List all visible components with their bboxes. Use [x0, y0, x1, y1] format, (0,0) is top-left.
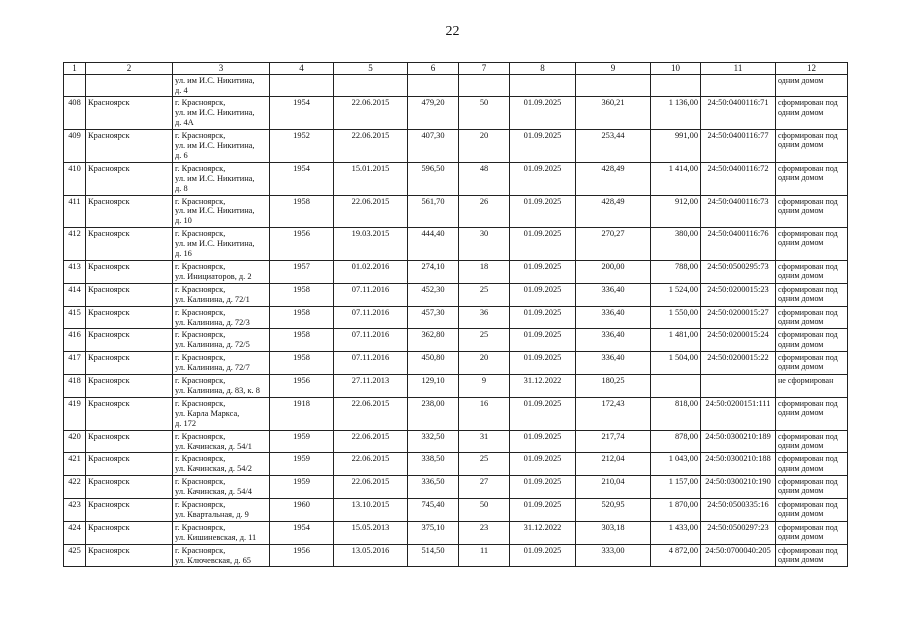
address	[173, 375, 270, 398]
land-status: сформирован под одним домом	[776, 306, 848, 329]
area: 514,50	[408, 544, 459, 567]
planned-date: 01.09.2025	[510, 162, 576, 195]
survey-date: 22.06.2015	[334, 430, 408, 453]
land-status: не сформирован	[776, 375, 848, 398]
year-built: 1957	[270, 261, 334, 284]
land-status: сформирован под одним домом	[776, 195, 848, 228]
land-area: 788,00	[651, 261, 701, 284]
planned-date: 01.09.2025	[510, 544, 576, 567]
address-line: г. Красноярск,	[175, 262, 226, 272]
cadastral-number: 24:50:0400116:76	[701, 228, 776, 261]
survey-date: 22.06.2015	[334, 476, 408, 499]
city: Красноярск	[86, 329, 173, 352]
survey-date: 22.06.2015	[334, 97, 408, 130]
residents-count: 20	[459, 130, 510, 163]
land-area: 380,00	[651, 228, 701, 261]
row-number: 418	[64, 375, 86, 398]
year-built: 1958	[270, 352, 334, 375]
rate: 172,43	[576, 397, 651, 430]
land-area: 991,00	[651, 130, 701, 163]
land-status: сформирован под одним домом	[776, 261, 848, 284]
column-number-2: 2	[86, 63, 173, 75]
planned-date: 01.09.2025	[510, 97, 576, 130]
address	[173, 306, 270, 329]
address-line: ул. им И.С. Никитина,	[175, 173, 255, 183]
land-status: сформирован под одним домом	[776, 283, 848, 306]
city: Красноярск	[86, 521, 173, 544]
address	[173, 352, 270, 375]
address-line: г. Красноярск,	[175, 131, 226, 141]
area: 745,40	[408, 499, 459, 522]
address-line: ул. Калинина, д. 72/3	[175, 317, 250, 327]
city: Красноярск	[86, 283, 173, 306]
city: Красноярск	[86, 162, 173, 195]
land-area: 878,00	[651, 430, 701, 453]
residents-count: 25	[459, 453, 510, 476]
address-line: г. Красноярск,	[175, 431, 226, 441]
rate: 212,04	[576, 453, 651, 476]
column-number-8: 8	[510, 63, 576, 75]
land-status: сформирован под одним домом	[776, 352, 848, 375]
land-area: 1 043,00	[651, 453, 701, 476]
land-area: 1 157,00	[651, 476, 701, 499]
table-row	[64, 397, 848, 430]
row-number: 408	[64, 97, 86, 130]
planned-date: 01.09.2025	[510, 329, 576, 352]
year-built: 1954	[270, 97, 334, 130]
year-built: 1954	[270, 521, 334, 544]
address-line: г. Красноярск,	[175, 163, 226, 173]
rate: 333,00	[576, 544, 651, 567]
address-line: д. 172	[175, 418, 197, 428]
address-line: д. 8	[175, 183, 188, 193]
survey-date: 01.02.2016	[334, 261, 408, 284]
city: Красноярск	[86, 195, 173, 228]
city: Красноярск	[86, 397, 173, 430]
address-line: г. Красноярск,	[175, 376, 226, 386]
table-row	[64, 521, 848, 544]
planned-date: 31.12.2022	[510, 375, 576, 398]
address-line: ул. Инициаторов, д. 2	[175, 271, 252, 281]
land-status: сформирован под одним домом	[776, 162, 848, 195]
residents-count: 18	[459, 261, 510, 284]
area: 479,20	[408, 97, 459, 130]
table-row	[64, 283, 848, 306]
area: 444,40	[408, 228, 459, 261]
continuation-address: ул. им И.С. Никитина, д. 4	[173, 74, 270, 97]
area: 596,50	[408, 162, 459, 195]
cadastral-number	[701, 375, 776, 398]
address	[173, 195, 270, 228]
row-number: 421	[64, 453, 86, 476]
address-line: г. Красноярск,	[175, 545, 226, 555]
year-built: 1952	[270, 130, 334, 163]
table-row	[64, 306, 848, 329]
area: 129,10	[408, 375, 459, 398]
year-built: 1958	[270, 306, 334, 329]
cadastral-number: 24:50:0500295:73	[701, 261, 776, 284]
rate: 210,04	[576, 476, 651, 499]
address-line: г. Красноярск,	[175, 353, 226, 363]
address	[173, 397, 270, 430]
address	[173, 329, 270, 352]
planned-date: 01.09.2025	[510, 453, 576, 476]
address-line: д. 10	[175, 216, 192, 226]
land-area: 4 872,00	[651, 544, 701, 567]
residents-count: 26	[459, 195, 510, 228]
rate: 336,40	[576, 329, 651, 352]
residents-count: 50	[459, 499, 510, 522]
survey-date: 07.11.2016	[334, 306, 408, 329]
cadastral-number: 24:50:0200015:24	[701, 329, 776, 352]
planned-date: 01.09.2025	[510, 195, 576, 228]
column-number-12: 12	[776, 63, 848, 75]
residents-count: 25	[459, 329, 510, 352]
planned-date: 01.09.2025	[510, 499, 576, 522]
rate: 270,27	[576, 228, 651, 261]
city: Красноярск	[86, 453, 173, 476]
rate: 180,25	[576, 375, 651, 398]
address	[173, 430, 270, 453]
table-row	[64, 476, 848, 499]
survey-date: 07.11.2016	[334, 352, 408, 375]
address	[173, 97, 270, 130]
table-row	[64, 352, 848, 375]
city: Красноярск	[86, 261, 173, 284]
table-row	[64, 228, 848, 261]
survey-date: 27.11.2013	[334, 375, 408, 398]
residents-count: 11	[459, 544, 510, 567]
land-area: 1 524,00	[651, 283, 701, 306]
address	[173, 283, 270, 306]
address	[173, 476, 270, 499]
row-number: 409	[64, 130, 86, 163]
city: Красноярск	[86, 544, 173, 567]
row-number: 425	[64, 544, 86, 567]
continuation-row	[64, 74, 848, 97]
year-built: 1956	[270, 544, 334, 567]
rate: 428,49	[576, 195, 651, 228]
survey-date: 22.06.2015	[334, 130, 408, 163]
address-line: ул. Качинская, д. 54/4	[175, 487, 252, 497]
city: Красноярск	[86, 499, 173, 522]
row-number: 413	[64, 261, 86, 284]
cadastral-number: 24:50:0300210:190	[701, 476, 776, 499]
year-built: 1959	[270, 476, 334, 499]
residents-count: 20	[459, 352, 510, 375]
address	[173, 544, 270, 567]
address	[173, 261, 270, 284]
planned-date: 01.09.2025	[510, 228, 576, 261]
city: Красноярск	[86, 130, 173, 163]
survey-date: 13.05.2016	[334, 544, 408, 567]
planned-date: 01.09.2025	[510, 430, 576, 453]
address-line: ул. Ключевская, д. 65	[175, 555, 251, 565]
address-line: ул. им И.С. Никитина,	[175, 108, 255, 118]
cadastral-number: 24:50:0400116:72	[701, 162, 776, 195]
land-status: сформирован под одним домом	[776, 476, 848, 499]
table-row	[64, 130, 848, 163]
rate: 360,21	[576, 97, 651, 130]
table-row	[64, 97, 848, 130]
cadastral-number: 24:50:0400116:77	[701, 130, 776, 163]
land-area: 1 504,00	[651, 352, 701, 375]
planned-date: 01.09.2025	[510, 283, 576, 306]
cadastral-number: 24:50:0200151:111	[701, 397, 776, 430]
land-status: сформирован под одним домом	[776, 430, 848, 453]
rate: 253,44	[576, 130, 651, 163]
continuation-status: одним домом	[776, 74, 848, 97]
table-row	[64, 544, 848, 567]
year-built: 1918	[270, 397, 334, 430]
survey-date: 22.06.2015	[334, 397, 408, 430]
address	[173, 521, 270, 544]
planned-date: 31.12.2022	[510, 521, 576, 544]
year-built: 1958	[270, 283, 334, 306]
column-number-3: 3	[173, 63, 270, 75]
survey-date: 07.11.2016	[334, 329, 408, 352]
land-area: 1 433,00	[651, 521, 701, 544]
rate: 303,18	[576, 521, 651, 544]
address-line: ул. Карла Маркса,	[175, 408, 240, 418]
area: 336,50	[408, 476, 459, 499]
city: Красноярск	[86, 430, 173, 453]
land-area: 1 414,00	[651, 162, 701, 195]
land-area: 1 870,00	[651, 499, 701, 522]
land-status: сформирован под одним домом	[776, 397, 848, 430]
area: 362,80	[408, 329, 459, 352]
residents-count: 31	[459, 430, 510, 453]
year-built: 1959	[270, 453, 334, 476]
land-area: 1 550,00	[651, 306, 701, 329]
year-built: 1956	[270, 375, 334, 398]
area: 238,00	[408, 397, 459, 430]
residents-count: 36	[459, 306, 510, 329]
address-line: ул. Качинская, д. 54/1	[175, 441, 252, 451]
area: 407,30	[408, 130, 459, 163]
row-number: 417	[64, 352, 86, 375]
residents-count: 48	[459, 162, 510, 195]
column-number-5: 5	[334, 63, 408, 75]
cadastral-number: 24:50:0500335:16	[701, 499, 776, 522]
residents-count: 23	[459, 521, 510, 544]
planned-date: 01.09.2025	[510, 130, 576, 163]
land-status: сформирован под одним домом	[776, 453, 848, 476]
address-line: г. Красноярск,	[175, 522, 226, 532]
address-line: д. 16	[175, 249, 192, 259]
city: Красноярск	[86, 375, 173, 398]
rate: 336,40	[576, 352, 651, 375]
address	[173, 453, 270, 476]
area: 375,10	[408, 521, 459, 544]
area: 338,50	[408, 453, 459, 476]
rate: 336,40	[576, 306, 651, 329]
row-number: 424	[64, 521, 86, 544]
rate: 428,49	[576, 162, 651, 195]
column-number-1: 1	[64, 63, 86, 75]
year-built: 1954	[270, 162, 334, 195]
city: Красноярск	[86, 476, 173, 499]
residents-count: 50	[459, 97, 510, 130]
cadastral-number: 24:50:0300210:189	[701, 430, 776, 453]
row-number: 412	[64, 228, 86, 261]
survey-date: 19.03.2015	[334, 228, 408, 261]
survey-date: 22.06.2015	[334, 453, 408, 476]
page-number: 22	[445, 24, 460, 39]
area: 457,30	[408, 306, 459, 329]
table-row	[64, 261, 848, 284]
address-line: д. 6	[175, 150, 188, 160]
survey-date: 13.10.2015	[334, 499, 408, 522]
cadastral-number: 24:50:0400116:71	[701, 97, 776, 130]
address-line: ул. Калинина, д. 72/5	[175, 340, 250, 350]
address-line: г. Красноярск,	[175, 398, 226, 408]
address-line: ул. им И.С. Никитина,	[175, 239, 255, 249]
area: 332,50	[408, 430, 459, 453]
planned-date: 01.09.2025	[510, 397, 576, 430]
planned-date: 01.09.2025	[510, 352, 576, 375]
year-built: 1960	[270, 499, 334, 522]
address-line: г. Красноярск,	[175, 330, 226, 340]
row-number: 411	[64, 195, 86, 228]
row-number: 419	[64, 397, 86, 430]
address-line: ул. Калинина, д. 83, к. 8	[175, 385, 260, 395]
land-status: сформирован под одним домом	[776, 97, 848, 130]
cadastral-number: 24:50:0200015:22	[701, 352, 776, 375]
year-built: 1956	[270, 228, 334, 261]
row-number: 415	[64, 306, 86, 329]
rate: 217,74	[576, 430, 651, 453]
year-built: 1959	[270, 430, 334, 453]
land-status: сформирован под одним домом	[776, 521, 848, 544]
year-built: 1958	[270, 329, 334, 352]
column-number-7: 7	[459, 63, 510, 75]
residents-count: 27	[459, 476, 510, 499]
column-number-4: 4	[270, 63, 334, 75]
city: Красноярск	[86, 228, 173, 261]
city: Красноярск	[86, 352, 173, 375]
land-status: сформирован под одним домом	[776, 329, 848, 352]
area: 274,10	[408, 261, 459, 284]
address-line: г. Красноярск,	[175, 98, 226, 108]
column-number-10: 10	[651, 63, 701, 75]
address	[173, 162, 270, 195]
residents-count: 25	[459, 283, 510, 306]
address-line: ул. Калинина, д. 72/7	[175, 363, 250, 373]
address	[173, 499, 270, 522]
row-number: 410	[64, 162, 86, 195]
cadastral-number: 24:50:0300210:188	[701, 453, 776, 476]
city: Красноярск	[86, 306, 173, 329]
address-line: ул. Квартальная, д. 9	[175, 509, 249, 519]
address-line: г. Красноярск,	[175, 229, 226, 239]
cadastral-number: 24:50:0400116:73	[701, 195, 776, 228]
planned-date: 01.09.2025	[510, 261, 576, 284]
address-line: ул. им И.С. Никитина,	[175, 141, 255, 151]
table-row	[64, 329, 848, 352]
land-status: сформирован под одним домом	[776, 544, 848, 567]
land-area: 818,00	[651, 397, 701, 430]
cadastral-number: 24:50:0200015:27	[701, 306, 776, 329]
land-status: сформирован под одним домом	[776, 130, 848, 163]
table-row	[64, 499, 848, 522]
row-number: 420	[64, 430, 86, 453]
address	[173, 228, 270, 261]
survey-date: 22.06.2015	[334, 195, 408, 228]
row-number: 422	[64, 476, 86, 499]
residents-count: 9	[459, 375, 510, 398]
row-number: 414	[64, 283, 86, 306]
address-line: г. Красноярск,	[175, 500, 226, 510]
address-line: д. 4А	[175, 118, 194, 128]
land-area: 912,00	[651, 195, 701, 228]
planned-date: 01.09.2025	[510, 306, 576, 329]
column-number-11: 11	[701, 63, 776, 75]
column-number-9: 9	[576, 63, 651, 75]
address-line: г. Красноярск,	[175, 307, 226, 317]
rate: 520,95	[576, 499, 651, 522]
land-status: сформирован под одним домом	[776, 499, 848, 522]
survey-date: 15.01.2015	[334, 162, 408, 195]
address-line: ул. Калинина, д. 72/1	[175, 294, 250, 304]
planned-date: 01.09.2025	[510, 476, 576, 499]
land-area	[651, 375, 701, 398]
land-area: 1 481,00	[651, 329, 701, 352]
area: 450,80	[408, 352, 459, 375]
address-line: ул. Кишиневская, д. 11	[175, 532, 257, 542]
city: Красноярск	[86, 97, 173, 130]
row-number: 416	[64, 329, 86, 352]
address-line: г. Красноярск,	[175, 284, 226, 294]
address-line: г. Красноярск,	[175, 196, 226, 206]
cadastral-number: 24:50:0200015:23	[701, 283, 776, 306]
land-area: 1 136,00	[651, 97, 701, 130]
year-built: 1958	[270, 195, 334, 228]
rate: 336,40	[576, 283, 651, 306]
rate: 200,00	[576, 261, 651, 284]
address-line: ул. Качинская, д. 54/2	[175, 464, 252, 474]
column-number-row	[64, 63, 848, 75]
table-row	[64, 162, 848, 195]
table-row	[64, 430, 848, 453]
column-number-6: 6	[408, 63, 459, 75]
table-row	[64, 453, 848, 476]
address-line: ул. им И.С. Никитина,	[175, 206, 255, 216]
land-status: сформирован под одним домом	[776, 228, 848, 261]
table-row	[64, 375, 848, 398]
area: 452,30	[408, 283, 459, 306]
housing-table	[63, 62, 848, 567]
address-line: г. Красноярск,	[175, 477, 226, 487]
address	[173, 130, 270, 163]
cadastral-number: 24:50:0700040:205	[701, 544, 776, 567]
residents-count: 16	[459, 397, 510, 430]
area: 561,70	[408, 195, 459, 228]
address-line: г. Красноярск,	[175, 454, 226, 464]
table-row	[64, 195, 848, 228]
row-number: 423	[64, 499, 86, 522]
residents-count: 30	[459, 228, 510, 261]
survey-date: 07.11.2016	[334, 283, 408, 306]
survey-date: 15.05.2013	[334, 521, 408, 544]
cadastral-number: 24:50:0500297:23	[701, 521, 776, 544]
